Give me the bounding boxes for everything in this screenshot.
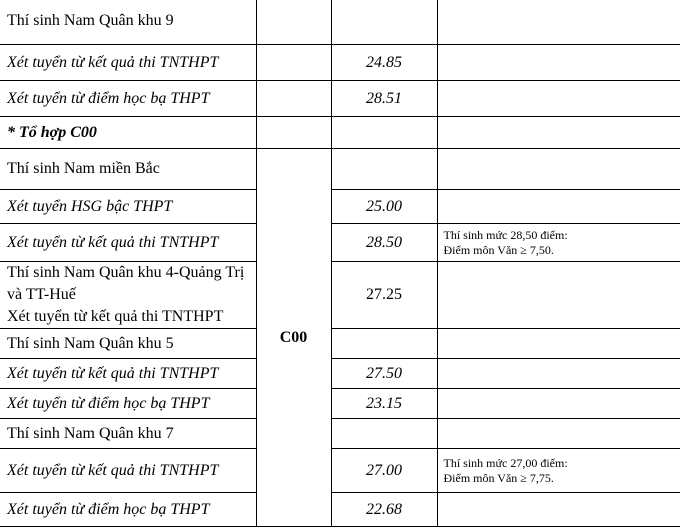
table-row — [0, 81, 680, 117]
score-cell — [331, 0, 437, 45]
table-row — [0, 224, 680, 262]
note-cell — [437, 449, 680, 493]
table-row — [0, 389, 680, 419]
note-cell — [437, 493, 680, 527]
score-cell — [331, 149, 437, 190]
score-cell: 23.15 — [331, 389, 437, 419]
note-line: Điểm môn Văn ≥ 7,50. — [443, 242, 554, 257]
criteria-line: và TT-Huế — [7, 286, 76, 303]
table-row — [0, 419, 680, 449]
table-row — [0, 0, 680, 45]
table-row — [0, 262, 680, 329]
criteria-cell: Xét tuyển từ kết quả thi TNTHPT — [0, 224, 256, 262]
note-cell — [437, 0, 680, 45]
criteria-cell: Xét tuyển từ kết quả thi TNTHPT — [0, 359, 256, 389]
note-cell — [437, 117, 680, 149]
note-cell — [437, 389, 680, 419]
note-cell — [437, 149, 680, 190]
criteria-cell: Thí sinh Nam Quân khu 9 — [0, 0, 256, 45]
score-cell: 27.50 — [331, 359, 437, 389]
note-cell — [437, 359, 680, 389]
note-cell — [437, 224, 680, 262]
block-cell-empty — [256, 45, 331, 81]
criteria-cell: Xét tuyển từ kết quả thi TNTHPT — [0, 449, 256, 493]
score-cell: 24.85 — [331, 45, 437, 81]
table-row — [0, 449, 680, 493]
criteria-line: Xét tuyển từ kết quả thi TNTHPT — [7, 308, 224, 325]
criteria-cell: Thí sinh Nam miền Bắc — [0, 149, 256, 190]
table-row — [0, 190, 680, 224]
table-row — [0, 149, 680, 190]
score-cell: 25.00 — [331, 190, 437, 224]
block-cell-empty — [256, 117, 331, 149]
score-cell: 27.00 — [331, 449, 437, 493]
table-row — [0, 359, 680, 389]
block-code-cell: C00 — [256, 149, 331, 527]
note-line: Điểm môn Văn ≥ 7,75. — [443, 470, 554, 485]
score-cell: 27.25 — [331, 262, 437, 329]
score-cell: 22.68 — [331, 493, 437, 527]
table-row — [0, 493, 680, 527]
criteria-line: Thí sinh Nam Quân khu 4-Quảng Trị — [7, 264, 245, 281]
criteria-cell: Thí sinh Nam Quân khu 7 — [0, 419, 256, 449]
criteria-cell: Xét tuyển từ điểm học bạ THPT — [0, 389, 256, 419]
score-cell — [331, 117, 437, 149]
criteria-cell: Xét tuyển từ kết quả thi TNTHPT — [0, 45, 256, 81]
criteria-cell: Thí sinh Nam Quân khu 5 — [0, 329, 256, 359]
note-cell — [437, 45, 680, 81]
note-cell — [437, 419, 680, 449]
note-cell — [437, 190, 680, 224]
score-cell: 28.50 — [331, 224, 437, 262]
table-row — [0, 45, 680, 81]
block-cell-empty — [256, 0, 331, 45]
table-row — [0, 329, 680, 359]
note-cell — [437, 262, 680, 329]
block-cell-empty — [256, 81, 331, 117]
criteria-cell: Xét tuyển từ điểm học bạ THPT — [0, 81, 256, 117]
table-row — [0, 117, 680, 149]
score-cell — [331, 419, 437, 449]
combination-heading: * Tổ hợp C00 — [0, 117, 256, 149]
note-line: Thí sinh mức 27,00 điểm: — [443, 455, 568, 470]
note-line: Thí sinh mức 28,50 điểm: — [443, 227, 568, 242]
criteria-cell: Xét tuyển HSG bậc THPT — [0, 190, 256, 224]
criteria-cell — [0, 262, 256, 329]
note-cell — [437, 329, 680, 359]
note-cell — [437, 81, 680, 117]
score-cell — [331, 329, 437, 359]
score-cell: 28.51 — [331, 81, 437, 117]
criteria-cell: Xét tuyển từ điểm học bạ THPT — [0, 493, 256, 527]
